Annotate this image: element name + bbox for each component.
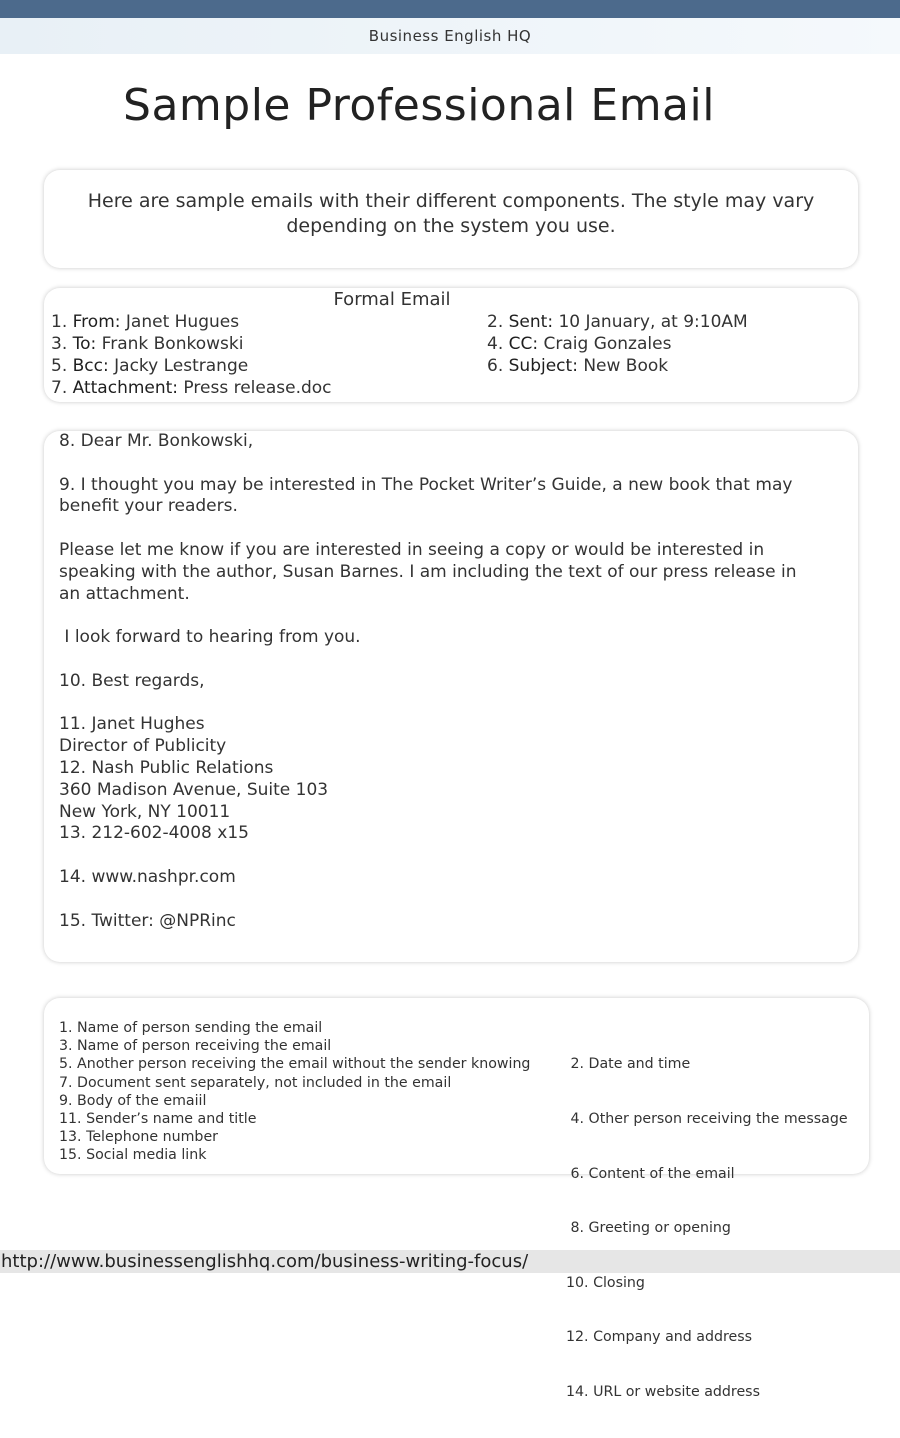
email-paragraph-line: Please let me know if you are interested in seeing a copy or would be interested in (59, 539, 765, 560)
field-from (51, 311, 239, 333)
page-title: Sample Professional Email (123, 80, 715, 131)
field-value: Janet Hugues (120, 312, 240, 332)
field-value: New Book (577, 356, 669, 376)
footer-url[interactable]: http://www.businessenglishhq.com/business-writing-focus/ (1, 1251, 529, 1272)
legend-item: 11. Sender’s name and title (59, 1110, 257, 1127)
legend-item: 5. Another person receiving the email without the sender knowing (59, 1056, 531, 1073)
field-number: 3. (51, 334, 68, 354)
email-paragraph-line: benefit your readers. (59, 496, 238, 517)
field-attachment (51, 377, 332, 399)
field-value: Frank Bonkowski (96, 334, 244, 354)
email-body-card (44, 431, 858, 962)
field-label: Attachment: (72, 378, 179, 398)
legend-item: 13. Telephone number (59, 1129, 219, 1146)
field-label: From: (72, 312, 121, 332)
field-label: Bcc: (72, 356, 109, 376)
legend-left-column (59, 1019, 530, 1165)
email-paragraph-line: I look forward to hearing from you. (59, 627, 361, 648)
signature-name: 11. Janet Hughes (59, 714, 205, 735)
footer-url-bar (0, 1250, 900, 1273)
field-subject (487, 355, 668, 377)
legend-item: 15. Social media link (59, 1147, 207, 1164)
email-header-card (44, 288, 858, 402)
field-number: 7. (51, 378, 68, 398)
site-header (0, 18, 900, 54)
signature-address: New York, NY 10011 (59, 801, 231, 822)
field-value: Craig Gonzales (538, 334, 672, 354)
field-number: 2. (487, 312, 504, 332)
field-value: 10 January, at 9:10AM (553, 312, 748, 332)
field-label: Subject: (508, 356, 578, 376)
field-bcc (51, 355, 248, 377)
legend-item: 2. Date and time (566, 1056, 691, 1073)
email-body (59, 431, 839, 932)
legend-item: 3. Name of person receiving the email (59, 1038, 332, 1055)
signature-title: Director of Publicity (59, 736, 227, 757)
legend-item: 12. Company and address (566, 1329, 753, 1346)
field-number: 6. (487, 356, 504, 376)
signature-twitter: 15. Twitter: @NPRinc (59, 910, 236, 931)
signature-phone: 13. 212-602-4008 x15 (59, 823, 249, 844)
email-paragraph-line: an attachment. (59, 583, 190, 604)
legend-right-column (566, 1019, 848, 1438)
site-name: Business English HQ (368, 27, 532, 45)
field-label: To: (72, 334, 97, 354)
top-color-bar (0, 0, 900, 18)
field-number: 5. (51, 356, 68, 376)
legend-item: 4. Other person receiving the message (566, 1111, 848, 1127)
email-paragraph-line: speaking with the author, Susan Barnes. I am including the text of our press release in (59, 561, 797, 582)
field-to (51, 333, 243, 355)
field-value: Jacky Lestrange (108, 356, 249, 376)
email-paragraph-line: 9. I thought you may be interested in The Pocket Writer’s Guide, a new book that may (59, 474, 793, 495)
legend-item: 9. Body of the emaiil (59, 1092, 207, 1109)
legend-item: 7. Document sent separately, not included in the email (59, 1074, 452, 1091)
email-header-title: Formal Email (333, 289, 451, 310)
intro-card (44, 170, 858, 268)
field-sent (487, 311, 748, 333)
field-value: Press release.doc (178, 378, 332, 398)
signature-company: 12. Nash Public Relations (59, 757, 274, 778)
field-cc (487, 333, 671, 355)
field-label: Sent: (508, 312, 554, 332)
field-number: 1. (51, 312, 68, 332)
legend-item: 1. Name of person sending the email (59, 1020, 323, 1036)
legend-item: 6. Content of the email (566, 1165, 735, 1182)
legend-item: 8. Greeting or opening (566, 1220, 731, 1237)
field-label: CC: (508, 334, 539, 354)
signature-address: 360 Madison Avenue, Suite 103 (59, 779, 329, 800)
email-greeting: 8. Dear Mr. Bonkowski, (59, 431, 254, 451)
signature-website: 14. www.nashpr.com (59, 866, 236, 887)
legend-item: 10. Closing (566, 1274, 645, 1291)
intro-text: Here are sample emails with their different components. The style may vary depending on the system you use. (87, 190, 815, 237)
email-closing: 10. Best regards, (59, 670, 205, 691)
legend-item: 14. URL or website address (566, 1383, 760, 1400)
field-number: 4. (487, 334, 504, 354)
